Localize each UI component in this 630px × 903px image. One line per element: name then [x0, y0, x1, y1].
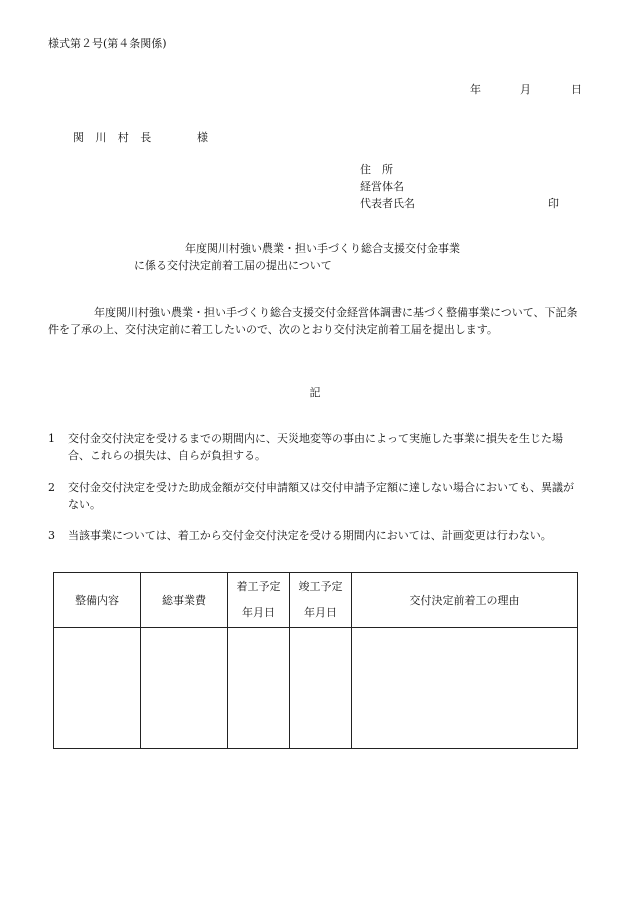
- header-end-date: [290, 573, 352, 628]
- date-day-label: 日: [571, 83, 582, 96]
- seal-label: 印: [548, 197, 559, 210]
- condition-text: [48, 430, 584, 464]
- date-month-label: 月: [520, 83, 531, 96]
- applicant-block: [360, 161, 415, 212]
- condition-number: 3: [48, 529, 55, 542]
- body-text: 年度関川村強い農業・担い手づくり総合支援交付金経営体調書に基づく整備事業について、下記条件を了承の上、交付決定前に着工したいので、次のとおり交付決定前着工届を提出します。: [48, 306, 578, 336]
- header-total-cost: 総事業費: [141, 573, 228, 628]
- cell-total-cost[interactable]: [141, 628, 228, 749]
- addressee-name: 関 川 村 長: [73, 131, 152, 144]
- body-paragraph: [48, 304, 584, 338]
- header-start-line2: 年月日: [242, 606, 275, 619]
- ki-heading: 記: [309, 386, 321, 399]
- cell-end-date[interactable]: [290, 628, 352, 749]
- cell-content[interactable]: [54, 628, 141, 749]
- condition-text: [48, 479, 584, 513]
- header-end-line1: 竣工予定: [298, 580, 343, 593]
- condition-number: 1: [48, 432, 55, 445]
- date-year-label: 年: [470, 83, 481, 96]
- header-reason: 交付決定前着工の理由: [352, 573, 578, 628]
- condition-text: [48, 527, 584, 544]
- condition-item: [48, 527, 584, 544]
- title-line-2: に係る交付決定前着工届の提出について: [134, 259, 332, 272]
- table-header-row: [54, 573, 578, 628]
- cell-reason[interactable]: [352, 628, 578, 749]
- condition-text-content: 当該事業については、着工から交付金交付決定を受ける期間内においては、計画変更は行わない。: [68, 529, 552, 542]
- condition-text-content: 交付金交付決定を受けた助成金額が交付申請額又は交付申請予定額に達しない場合においても、異議がない。: [68, 481, 574, 511]
- condition-number: 2: [48, 481, 55, 494]
- entity-name-label: 経営体名: [360, 180, 404, 193]
- condition-item: [48, 479, 584, 513]
- header-start-line1: 着工予定: [236, 580, 281, 593]
- header-start-date: [228, 573, 290, 628]
- condition-text-content: 交付金交付決定を受けるまでの期間内に、天災地変等の事由によって実施した事業に損失を生じた場合、これらの損失は、自らが負担する。: [68, 432, 563, 462]
- form-number: 様式第２号(第４条関係): [48, 37, 167, 50]
- title-line-1: 年度関川村強い農業・担い手づくり総合支援交付金事業: [185, 242, 460, 255]
- representative-label: 代表者氏名: [360, 197, 415, 210]
- construction-plan-table: [53, 572, 578, 749]
- cell-start-date[interactable]: [228, 628, 290, 749]
- table-row: [54, 628, 578, 749]
- header-end-line2: 年月日: [304, 606, 337, 619]
- condition-item: [48, 430, 584, 464]
- addressee-honorific: 様: [197, 131, 208, 144]
- address-label: 住 所: [360, 163, 393, 176]
- header-content: 整備内容: [54, 573, 141, 628]
